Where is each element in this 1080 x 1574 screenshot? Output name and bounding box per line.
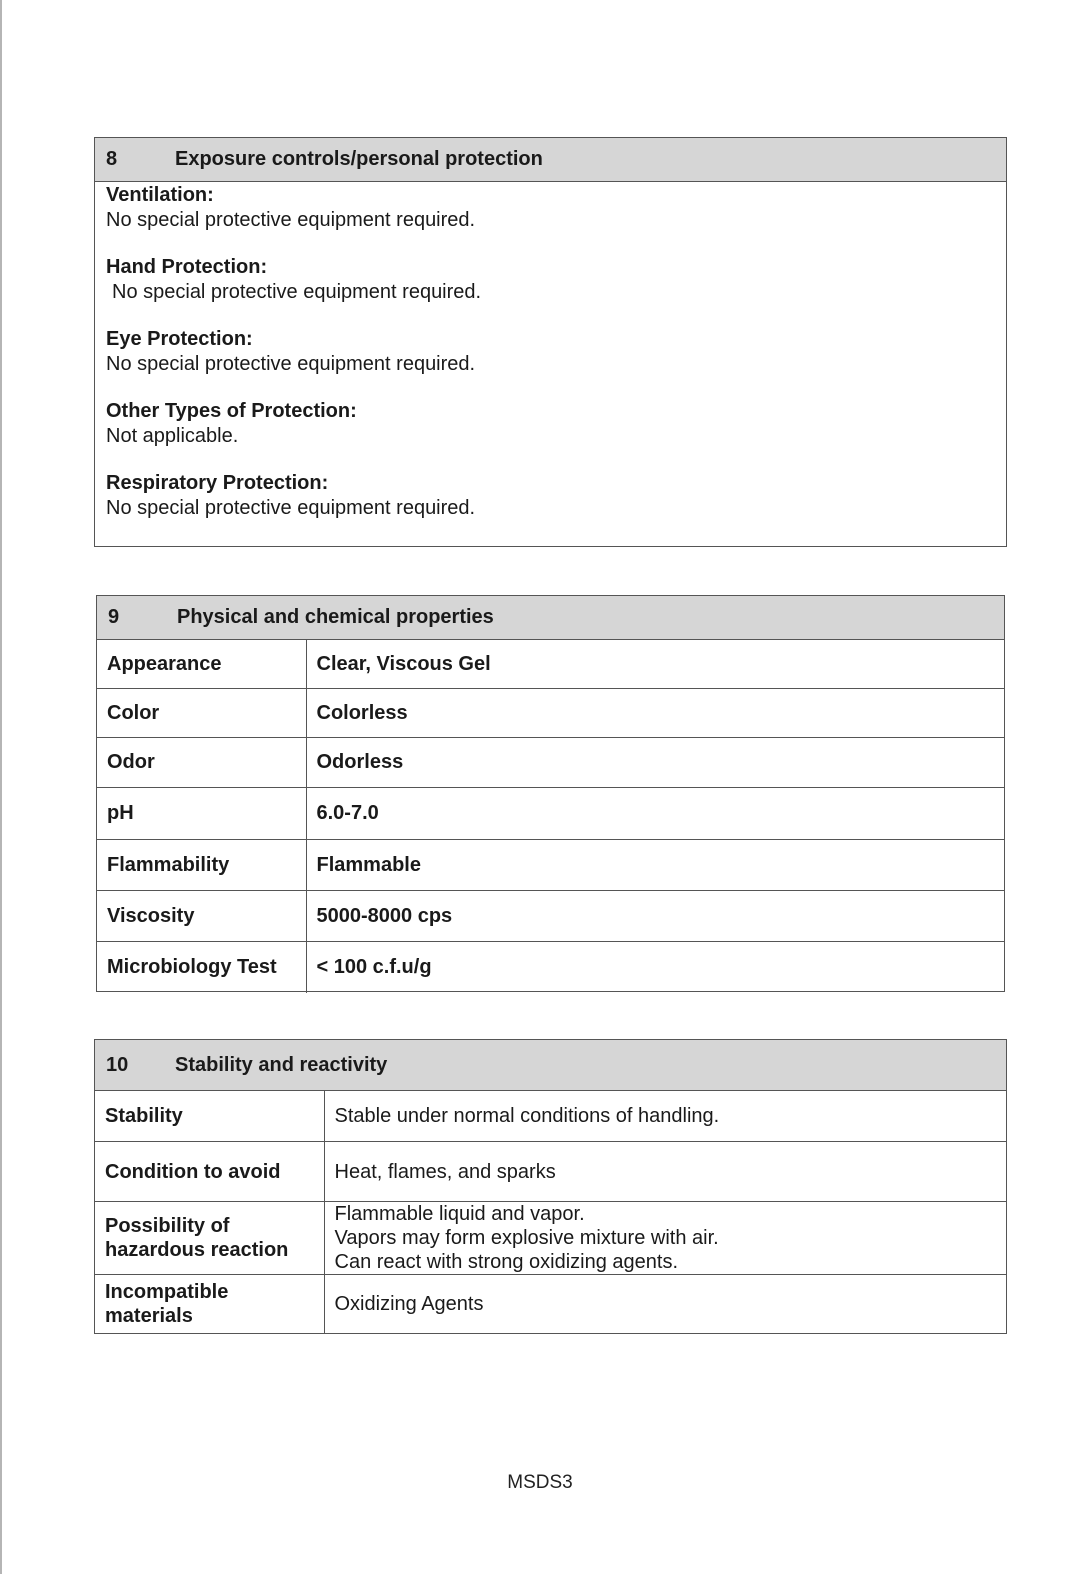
table-row xyxy=(97,738,1004,788)
section-physical-properties xyxy=(96,595,1005,992)
table-row xyxy=(97,840,1004,891)
condition-value xyxy=(324,1142,1006,1202)
key-line: Condition to avoid xyxy=(105,1160,281,1183)
table-row xyxy=(95,1142,1006,1202)
key-line: Stability xyxy=(105,1105,183,1127)
properties-table xyxy=(97,639,1004,993)
eye-protection-value: No special protective equipment required. xyxy=(106,353,476,375)
table-row xyxy=(97,640,1004,689)
property-key: Color xyxy=(97,689,306,738)
value-line: Flammable liquid and vapor. xyxy=(334,1203,585,1225)
page-footer: MSDS3 xyxy=(507,1472,573,1493)
property-value: 5000-8000 cps xyxy=(306,891,1004,942)
ventilation-block xyxy=(95,183,1006,233)
eye-protection-block xyxy=(95,327,1006,377)
table-row xyxy=(97,689,1004,738)
section-stability-reactivity xyxy=(94,1039,1007,1334)
page-edge xyxy=(0,0,2,1574)
property-value: Colorless xyxy=(306,689,1004,738)
value-line: Can react with strong oxidizing agents. xyxy=(334,1251,679,1273)
hand-protection-block xyxy=(95,255,1006,305)
eye-protection-label: Eye Protection: xyxy=(106,328,253,350)
stability-key xyxy=(95,1091,324,1142)
ventilation-value: No special protective equipment required. xyxy=(106,209,476,231)
section-number: 8 xyxy=(106,148,118,170)
stability-table xyxy=(95,1090,1006,1334)
property-value: Odorless xyxy=(306,738,1004,788)
section-title: Stability and reactivity xyxy=(175,1053,388,1076)
section-title: Exposure controls/personal protection xyxy=(175,148,543,170)
hand-protection-label: Hand Protection: xyxy=(106,256,268,278)
property-key: Flammability xyxy=(97,840,306,891)
table-row xyxy=(97,891,1004,942)
other-protection-label: Other Types of Protection: xyxy=(106,400,357,422)
property-value: < 100 c.f.u/g xyxy=(306,942,1004,993)
other-protection-block xyxy=(95,399,1006,449)
section-exposure-controls xyxy=(94,137,1007,547)
section-number: 9 xyxy=(108,606,120,628)
incompatible-materials-key xyxy=(95,1275,324,1334)
incompatible-materials-value xyxy=(324,1275,1006,1334)
property-key: Appearance xyxy=(97,640,306,689)
property-value: Clear, Viscous Gel xyxy=(306,640,1004,689)
table-row xyxy=(95,1091,1006,1142)
key-line: hazardous reaction xyxy=(105,1239,289,1261)
section-title: Physical and chemical properties xyxy=(177,606,494,628)
respiratory-protection-block xyxy=(95,471,1006,521)
ventilation-label: Ventilation: xyxy=(106,184,214,206)
key-line: materials xyxy=(105,1305,193,1328)
condition-key xyxy=(95,1142,324,1202)
hand-protection-value: No special protective equipment required. xyxy=(112,281,482,303)
section-number: 10 xyxy=(106,1053,129,1076)
value-line: Oxidizing Agents xyxy=(334,1293,484,1316)
table-row xyxy=(95,1275,1006,1334)
property-key: pH xyxy=(97,788,306,840)
key-line: Possibility of xyxy=(105,1215,230,1237)
value-line: Heat, flames, and sparks xyxy=(334,1160,556,1183)
table-row xyxy=(95,1202,1006,1275)
property-key: Odor xyxy=(97,738,306,788)
property-key: Viscosity xyxy=(97,891,306,942)
respiratory-protection-value: No special protective equipment required. xyxy=(106,497,476,519)
table-row xyxy=(97,942,1004,993)
table-row xyxy=(97,788,1004,840)
property-value: Flammable xyxy=(306,840,1004,891)
section-header xyxy=(95,1040,1006,1090)
property-value: 6.0-7.0 xyxy=(306,788,1004,840)
hazardous-reaction-key xyxy=(95,1202,324,1275)
section-header xyxy=(97,596,1004,639)
respiratory-protection-label: Respiratory Protection: xyxy=(106,472,329,494)
key-line: Incompatible xyxy=(105,1281,229,1304)
property-key: Microbiology Test xyxy=(97,942,306,993)
hazardous-reaction-value xyxy=(324,1202,1006,1275)
value-line: Stable under normal conditions of handling. xyxy=(334,1105,720,1127)
stability-value xyxy=(324,1091,1006,1142)
value-line: Vapors may form explosive mixture with air. xyxy=(334,1227,719,1249)
other-protection-value: Not applicable. xyxy=(106,425,239,447)
section-header xyxy=(95,138,1006,182)
